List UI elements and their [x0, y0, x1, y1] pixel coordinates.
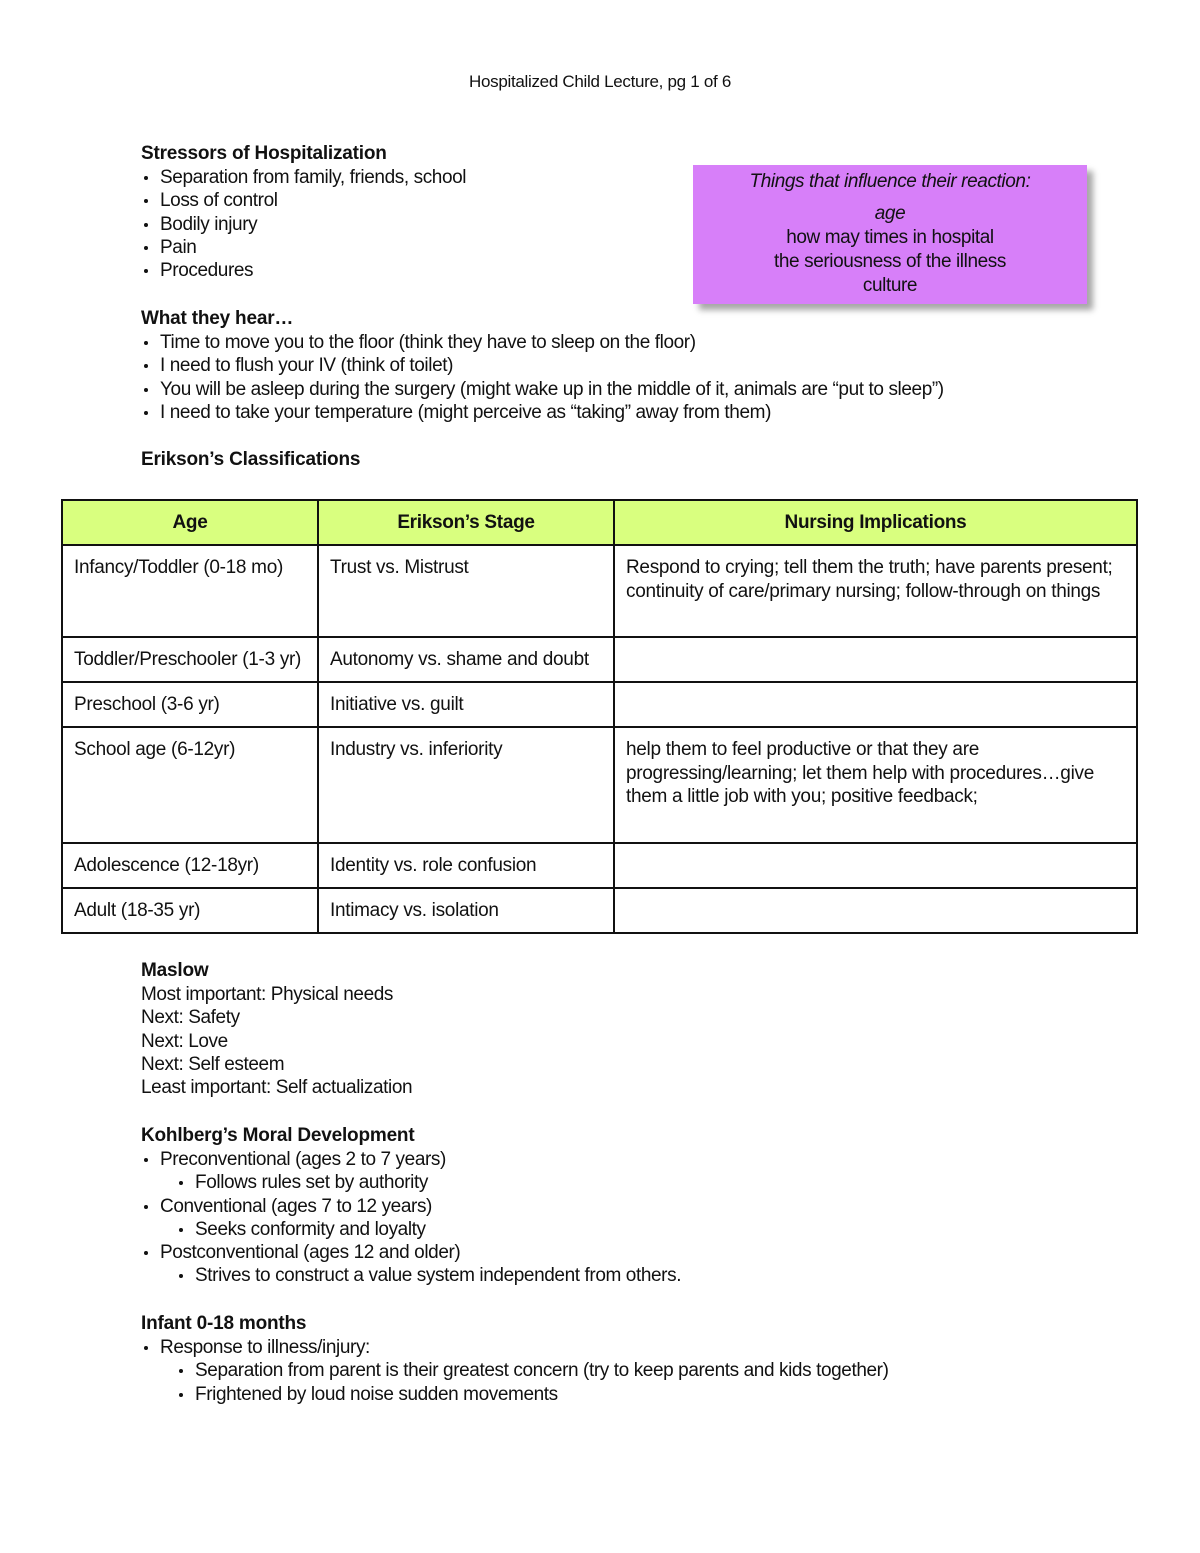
erikson-table [61, 499, 1138, 934]
maslow-heading: Maslow [141, 960, 209, 981]
table-row [62, 637, 1137, 682]
table-cell: help them to feel productive or that they are progressing/learning; let them help with procedures…give them a little job with you; positive feedback; [614, 727, 1137, 843]
kohlberg-heading: Kohlberg’s Moral Development [141, 1125, 415, 1146]
table-cell: Initiative vs. guilt [318, 682, 614, 727]
list-item: Response to illness/injury: [141, 1336, 889, 1359]
table-cell: Autonomy vs. shame and doubt [318, 637, 614, 682]
text-line: Next: Self esteem [141, 1053, 285, 1075]
list-item: I need to flush your IV (think of toilet) [141, 354, 944, 377]
column-header: Erikson’s Stage [318, 500, 614, 545]
callout-title: Things that influence their reaction: [749, 171, 1031, 192]
list-item: You will be asleep during the surgery (might wake up in the middle of it, animals are “put to sleep”) [141, 378, 944, 401]
table-cell [614, 843, 1137, 888]
column-header: Age [62, 500, 318, 545]
callout-item: culture [862, 275, 918, 296]
erikson-heading: Erikson’s Classifications [141, 449, 361, 470]
callout-item: age [874, 203, 906, 224]
column-header: Nursing Implications [614, 500, 1137, 545]
list-item: Bodily injury [141, 213, 466, 236]
stressors-heading: Stressors of Hospitalization [141, 143, 387, 164]
hear-section [141, 307, 944, 424]
table-cell: Infancy/Toddler (0-18 mo) [62, 545, 318, 637]
table-cell: Respond to crying; tell them the truth; have parents present; continuity of care/primary nursing; follow-through on things [614, 545, 1137, 637]
page-header: Hospitalized Child Lecture, pg 1 of 6 [468, 72, 731, 91]
list-item: Procedures [141, 259, 466, 282]
list-item: Postconventional (ages 12 and older) [141, 1241, 681, 1264]
callout-item: the seriousness of the illness [774, 251, 1006, 272]
infant-section [141, 1312, 889, 1406]
text-line: Least important: Self actualization [141, 1077, 413, 1099]
callout-box [693, 165, 1087, 304]
table-row [62, 545, 1137, 637]
table-cell: Identity vs. role confusion [318, 843, 614, 888]
table-cell: School age (6-12yr) [62, 727, 318, 843]
table-cell: Trust vs. Mistrust [318, 545, 614, 637]
table-cell: Adolescence (12-18yr) [62, 843, 318, 888]
sub-list-item: Separation from parent is their greatest concern (try to keep parents and kids together) [141, 1359, 889, 1382]
table-cell [614, 637, 1137, 682]
text-line: Next: Love [141, 1030, 228, 1052]
list-item: I need to take your temperature (might perceive as “taking” away from them) [141, 401, 944, 424]
infant-heading: Infant 0-18 months [141, 1313, 307, 1334]
sub-list-item: Seeks conformity and loyalty [141, 1218, 681, 1241]
text-line: Most important: Physical needs [141, 984, 394, 1005]
kohlberg-section [141, 1124, 681, 1288]
table-row [62, 682, 1137, 727]
table-header-row [62, 500, 1137, 545]
table-row [62, 727, 1137, 843]
table-cell [614, 888, 1137, 933]
hear-heading: What they hear… [141, 308, 294, 329]
table-row [62, 888, 1137, 933]
table-cell [614, 682, 1137, 727]
table-cell: Preschool (3-6 yr) [62, 682, 318, 727]
table-cell: Toddler/Preschooler (1-3 yr) [62, 637, 318, 682]
list-item: Conventional (ages 7 to 12 years) [141, 1195, 681, 1218]
sub-list-item: Frightened by loud noise sudden movements [141, 1383, 889, 1406]
stressors-section [141, 142, 466, 282]
list-item: Loss of control [141, 189, 466, 212]
table-cell: Intimacy vs. isolation [318, 888, 614, 933]
list-item: Preconventional (ages 2 to 7 years) [141, 1148, 681, 1171]
sub-list-item: Follows rules set by authority [141, 1171, 681, 1194]
table-cell: Industry vs. inferiority [318, 727, 614, 843]
table-cell: Adult (18-35 yr) [62, 888, 318, 933]
erikson-section [141, 448, 360, 472]
text-line: Next: Safety [141, 1007, 240, 1029]
list-item: Separation from family, friends, school [141, 166, 466, 189]
sub-list-item: Strives to construct a value system independent from others. [141, 1264, 681, 1287]
table-row [62, 843, 1137, 888]
maslow-section [141, 959, 412, 1099]
callout-item: how may times in hospital [786, 227, 994, 248]
list-item: Pain [141, 236, 466, 259]
list-item: Time to move you to the floor (think they have to sleep on the floor) [141, 331, 944, 354]
